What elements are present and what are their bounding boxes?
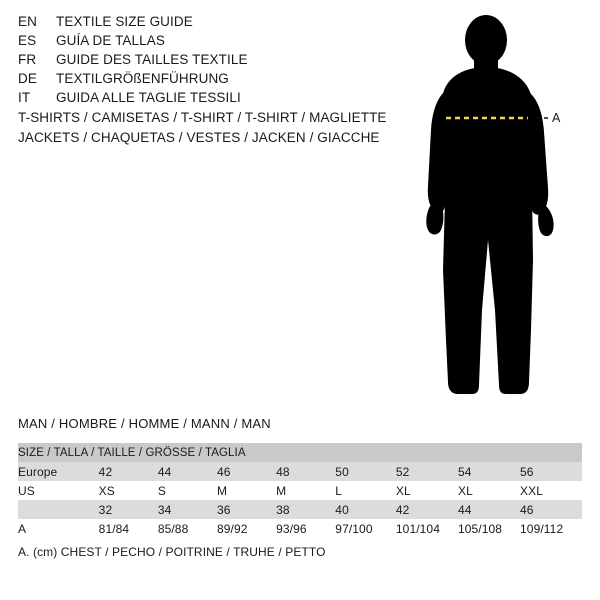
language-row (18, 14, 348, 33)
language-text: TEXTILGRÖßENFÜHRUNG (56, 71, 229, 86)
table-cell: 34 (158, 500, 217, 519)
table-cell: 46 (520, 500, 582, 519)
language-text: GUIDA ALLE TAGLIE TESSILI (56, 90, 241, 105)
table-cell: 81/84 (99, 519, 158, 538)
table-cell: 48 (276, 462, 335, 481)
table-cell: M (276, 481, 335, 500)
language-row (18, 71, 348, 90)
category-tshirts: T-SHIRTS / CAMISETAS / T-SHIRT / T-SHIRT / MAGLIETTE (18, 110, 387, 125)
row-label: A (18, 519, 99, 538)
language-text: GUIDE DES TAILLES TEXTILE (56, 52, 248, 67)
table-cell: S (158, 481, 217, 500)
table-cell: M (217, 481, 276, 500)
language-code: DE (18, 71, 37, 86)
language-code: EN (18, 14, 37, 29)
table-title: MAN / HOMBRE / HOMME / MANN / MAN (18, 416, 271, 431)
language-row (18, 90, 348, 109)
table-cell: 32 (99, 500, 158, 519)
table-cell: XXL (520, 481, 582, 500)
language-code: IT (18, 90, 31, 105)
table-cell: 109/112 (520, 519, 582, 538)
table-cell: 44 (158, 462, 217, 481)
table-cell: 42 (99, 462, 158, 481)
table-cell: 54 (458, 462, 520, 481)
table-cell: 46 (217, 462, 276, 481)
table-cell: XL (396, 481, 458, 500)
table-cell: L (335, 481, 396, 500)
language-code: ES (18, 33, 37, 48)
male-silhouette-icon (400, 10, 600, 410)
footnote: A. (cm) CHEST / PECHO / POITRINE / TRUHE / PETTO (18, 545, 326, 559)
table-cell: 85/88 (158, 519, 217, 538)
table-cell: 93/96 (276, 519, 335, 538)
table-header-row (18, 443, 582, 462)
table-cell: 105/108 (458, 519, 520, 538)
table-cell: 42 (396, 500, 458, 519)
table-header-label: SIZE / TALLA / TAILLE / GRÖSSE / TAGLIA (18, 443, 582, 462)
row-label: US (18, 481, 99, 500)
body-silhouette-figure (400, 10, 600, 410)
table-cell: 44 (458, 500, 520, 519)
table-cell: 101/104 (396, 519, 458, 538)
table-row (18, 500, 582, 519)
measure-label-a: A (552, 111, 561, 125)
language-list (18, 14, 348, 109)
table-cell: 52 (396, 462, 458, 481)
table-row (18, 519, 582, 538)
table-row (18, 481, 582, 500)
table-cell: XS (99, 481, 158, 500)
table-cell: 50 (335, 462, 396, 481)
language-text: TEXTILE SIZE GUIDE (56, 14, 193, 29)
language-row (18, 52, 348, 71)
row-label (18, 500, 99, 519)
table-cell: 97/100 (335, 519, 396, 538)
size-table (18, 443, 582, 538)
language-row (18, 33, 348, 52)
table-cell: 40 (335, 500, 396, 519)
table-row (18, 462, 582, 481)
category-jackets: JACKETS / CHAQUETAS / VESTES / JACKEN / GIACCHE (18, 130, 380, 145)
language-text: GUÍA DE TALLAS (56, 33, 165, 48)
table-cell: 56 (520, 462, 582, 481)
table-cell: 89/92 (217, 519, 276, 538)
table-cell: XL (458, 481, 520, 500)
row-label: Europe (18, 462, 99, 481)
table-cell: 36 (217, 500, 276, 519)
language-code: FR (18, 52, 37, 67)
table-cell: 38 (276, 500, 335, 519)
garment-category-list (18, 110, 418, 150)
